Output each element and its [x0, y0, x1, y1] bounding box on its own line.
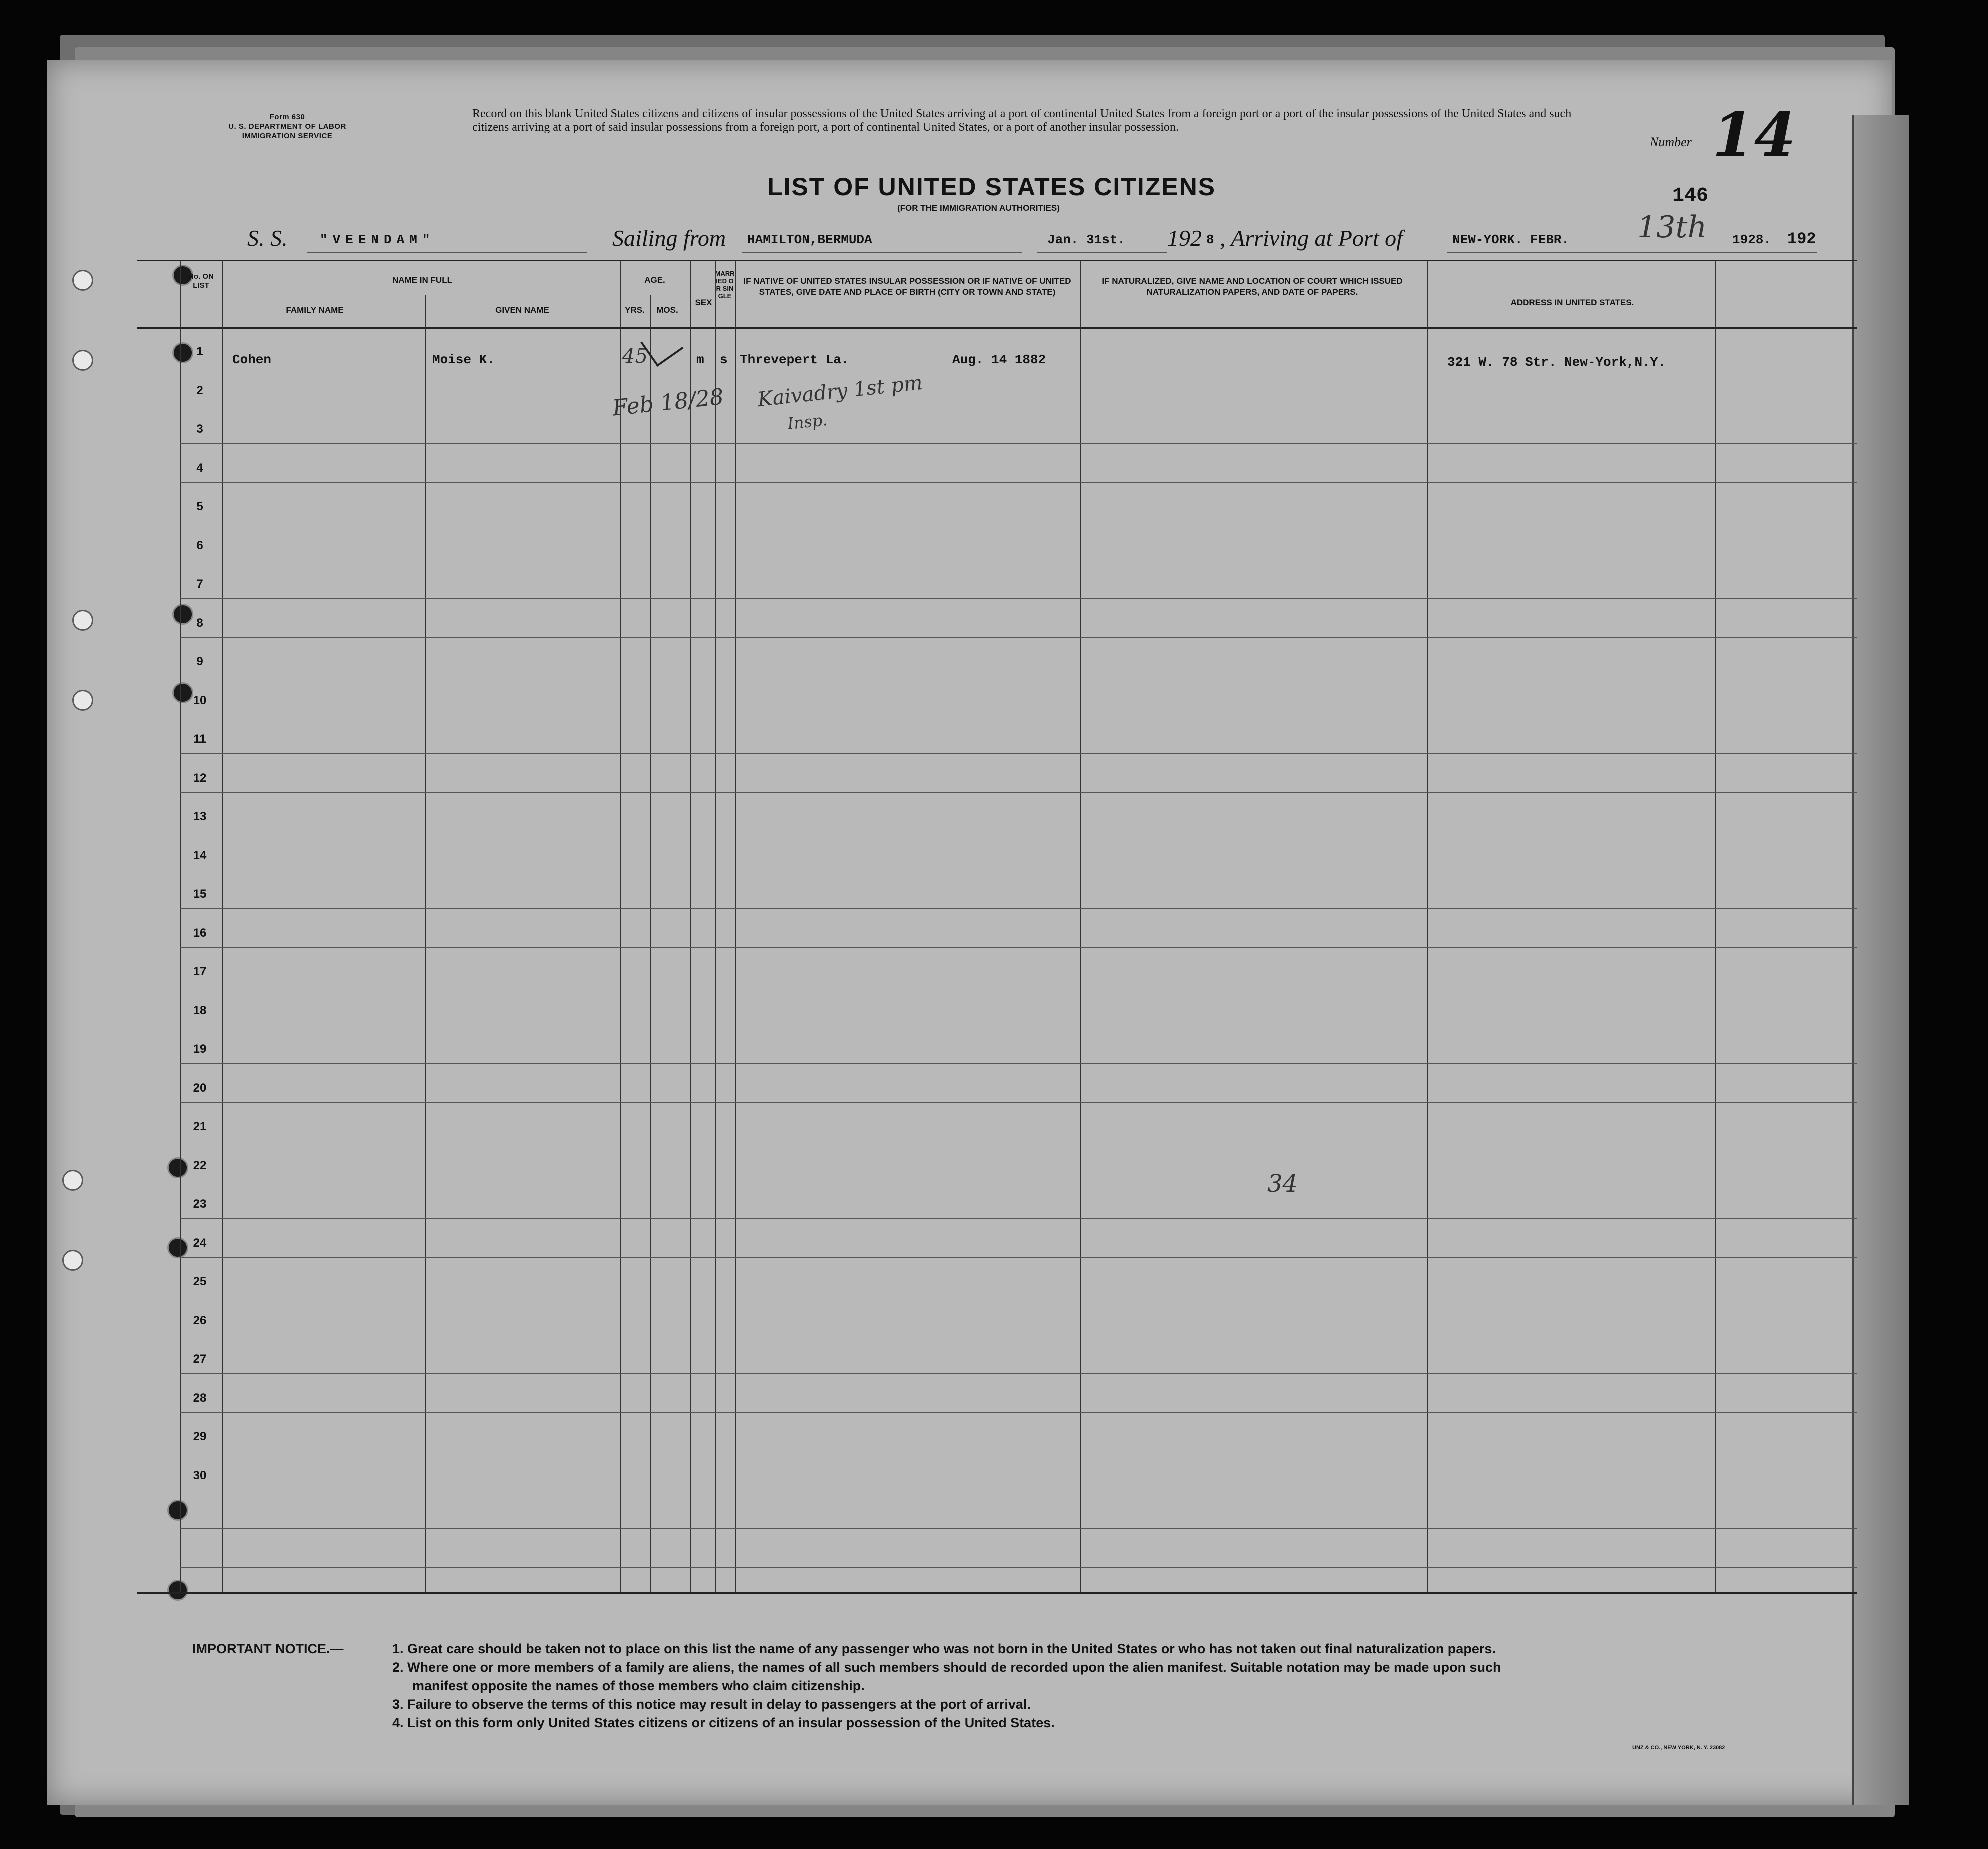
col-address-header: ADDRESS IN UNITED STATES. [1510, 298, 1634, 307]
col-age-header: AGE. [644, 275, 665, 285]
row-rule [180, 1373, 1857, 1374]
margin-number: 34 [1267, 1170, 1298, 1198]
column-rule [650, 295, 651, 1592]
list-number: 14 [1712, 100, 1796, 170]
row-rule [180, 1567, 1857, 1568]
page-subtitle: (FOR THE IMMIGRATION AUTHORITIES) [897, 203, 1060, 213]
col-given-header: GIVEN NAME [495, 305, 549, 315]
column-rule [715, 260, 716, 1592]
row-number: 13 [193, 810, 207, 823]
sailing-label: Sailing from [612, 225, 726, 251]
punch-hole [72, 270, 93, 291]
arrival-port: NEW-YORK. FEBR. [1452, 232, 1570, 247]
col-birth-header: IF NATIVE OF UNITED STATES INSULAR POSSESSION OR IF NATIVE OF UNITED STATES, GIVE DATE AND PLACE OF BIRTH (CITY OR TOWN AND STATE) [743, 276, 1071, 297]
row-rule [180, 482, 1857, 483]
row-rule [180, 1528, 1857, 1529]
row-rule [180, 1257, 1857, 1258]
row-rule [180, 908, 1857, 909]
row-number: 27 [193, 1352, 207, 1366]
column-rule [690, 260, 691, 1592]
row-number: 3 [196, 422, 203, 436]
column-rule [222, 260, 223, 1592]
row-rule [180, 1063, 1857, 1064]
col-naturalized-header: IF NATURALIZED, GIVE NAME AND LOCATION OF COURT WHICH ISSUED NATURALIZATION PAPERS, AND DATE OF PAPERS. [1102, 276, 1403, 297]
column-rule [1080, 260, 1081, 1592]
row-number: 19 [193, 1042, 207, 1056]
row-number: 17 [193, 965, 207, 978]
entry-birth-place: Threvepert La. [740, 352, 849, 367]
notice-item: 2. Where one or more members of a family are aliens, the names of all such members should de recorded upon the alien manifest. Suitable notation may be made upon such [392, 1660, 1501, 1675]
row-number: 28 [193, 1391, 207, 1405]
row-rule [180, 792, 1857, 793]
entry-sex: m [696, 352, 704, 367]
row-rule [180, 1102, 1857, 1103]
row-rule [180, 947, 1857, 948]
punch-hole [62, 1170, 83, 1191]
department: U. S. DEPARTMENT OF LABOR [228, 122, 346, 131]
underline [1037, 252, 1167, 253]
row-number: 11 [193, 732, 206, 746]
row-rule [180, 598, 1857, 599]
sailing-from: HAMILTON,BERMUDA [747, 232, 872, 247]
punch-hole [72, 350, 93, 371]
table-bottom-border [137, 1592, 1857, 1594]
arrival-year: 1928. [1732, 232, 1772, 247]
col-family-header: FAMILY NAME [286, 305, 344, 315]
page-title: LIST OF UNITED STATES CITIZENS [767, 173, 1216, 201]
col-name-header: NAME IN FULL [392, 275, 452, 285]
col-married-header: MARRIED OR SINGLE [715, 270, 735, 300]
notice-item: 4. List on this form only United States citizens or citizens of an insular possession of the United States. [392, 1715, 1055, 1730]
entry-address: 321 W. 78 Str. New-York,N.Y. [1447, 355, 1666, 370]
hand-date: Feb 18/28 [611, 384, 725, 421]
instructions: Record on this blank United States citizens and citizens of insular possessions of the United States arriving at a port of continental United States from a foreign port or a port of the insular possessions of the United States and such citizens arriving at a port of said insular possessions from a foreign port, a port of continental United States, or a port of another insular possession. [472, 107, 1572, 134]
row-rule [180, 637, 1857, 638]
punch-hole [72, 690, 93, 711]
col-mos-header: MOS. [656, 305, 678, 315]
underline [1447, 252, 1817, 253]
row-number: 5 [196, 500, 203, 513]
entry-given-name: Moise K. [432, 352, 495, 367]
notice-heading: IMPORTANT NOTICE.— [192, 1641, 344, 1656]
column-rule [1427, 260, 1428, 1592]
row-rule [180, 443, 1857, 444]
manifest-page [47, 60, 1892, 1805]
hand-note-insp: Insp. [786, 410, 829, 434]
column-rule [425, 295, 426, 1592]
col-yrs-header: YRS. [625, 305, 645, 315]
entry-family-name: Cohen [232, 352, 272, 367]
row-number: 20 [193, 1081, 207, 1095]
row-number: 9 [196, 655, 203, 668]
punch-hole [62, 1250, 83, 1271]
sailing-date: Jan. 31st. [1047, 232, 1126, 247]
row-number: 4 [196, 461, 203, 475]
arriving-label: , Arriving at Port of [1220, 225, 1403, 251]
row-number: 14 [193, 848, 207, 862]
row-rule [180, 1412, 1857, 1413]
column-rule [1715, 260, 1716, 1592]
notice-item: manifest opposite the names of those members who claim citizenship. [412, 1678, 865, 1693]
row-number: 10 [193, 693, 207, 707]
row-number: 1 [196, 345, 203, 358]
arrival-year-printed: 192 [1787, 230, 1816, 248]
page-stamp-number: 146 [1672, 185, 1709, 207]
punch-hole [167, 1580, 188, 1601]
row-number: 22 [193, 1158, 207, 1172]
row-number: 18 [193, 1003, 207, 1017]
underline [742, 252, 1022, 253]
row-number: 25 [193, 1275, 207, 1288]
row-number: 24 [193, 1236, 207, 1250]
header-bottom-border [137, 327, 1857, 329]
row-number: 8 [196, 616, 203, 630]
row-number: 16 [193, 926, 207, 940]
entry-age: 45 [622, 345, 648, 368]
row-number: 23 [193, 1197, 207, 1211]
printer-imprint: UNZ & CO., NEW YORK, N. Y. 23082 [1632, 1745, 1725, 1751]
row-number: 21 [193, 1120, 207, 1133]
ship-name: "VEENDAM" [320, 232, 435, 247]
notice-item: 3. Failure to observe the terms of this notice may result in delay to passengers at the port of arrival. [392, 1697, 1031, 1712]
notice-body [392, 1640, 1842, 1732]
punch-hole [167, 1500, 188, 1521]
punch-hole [72, 610, 93, 631]
hand-note: Kaivadry 1st pm [756, 371, 924, 412]
entry-birth-date: Aug. 14 1882 [952, 352, 1046, 367]
form-meta [212, 112, 362, 141]
number-label: Number [1650, 135, 1692, 149]
col-sex-header: SEX [695, 298, 712, 307]
row-number: 2 [196, 383, 203, 397]
year-prefix: 192 [1167, 225, 1202, 251]
arrival-day: 13th [1637, 210, 1707, 245]
ss-label: S. S. [247, 225, 288, 251]
form-number: Form 630 [269, 113, 305, 121]
row-number: 12 [193, 771, 207, 785]
row-number: 6 [196, 538, 203, 552]
entry-marital: s [720, 352, 728, 367]
column-rule [620, 260, 621, 1592]
notice-item: 1. Great care should be taken not to place on this list the name of any passenger who was not born in the United States or who has not taken out final naturalization papers. [392, 1641, 1496, 1656]
col-no-header: No. ON LIST [188, 272, 214, 290]
service: IMMIGRATION SERVICE [242, 132, 333, 140]
page-right-edge [1852, 115, 1909, 1805]
row-rule [180, 1218, 1857, 1219]
row-number: 26 [193, 1313, 207, 1327]
row-rule [180, 753, 1857, 754]
row-number: 29 [193, 1430, 207, 1443]
column-rule [180, 260, 181, 1592]
row-number: 7 [196, 577, 203, 591]
year-suffix: 8 [1206, 232, 1214, 247]
row-number: 15 [193, 887, 207, 901]
table-top-border [137, 260, 1857, 261]
column-rule [735, 260, 736, 1592]
underline [307, 252, 587, 253]
row-number: 30 [193, 1468, 207, 1482]
